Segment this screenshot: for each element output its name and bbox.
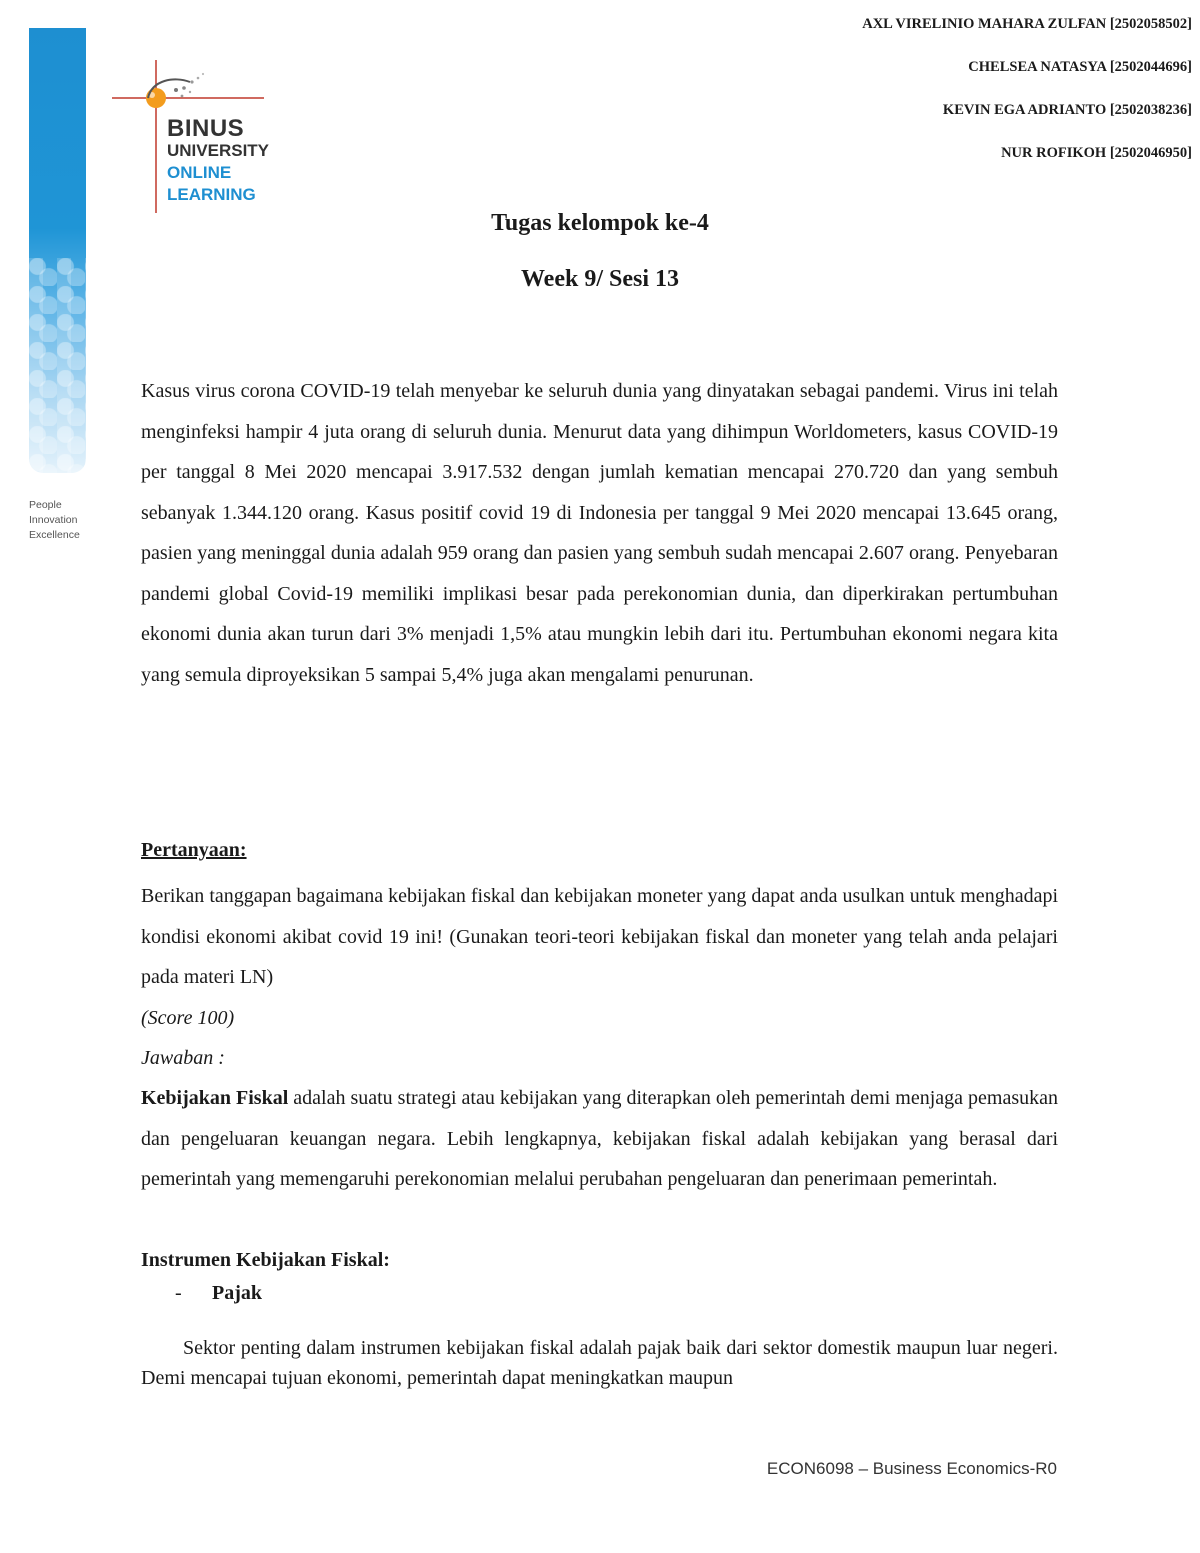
author-name: KEVIN EGA ADRIANTO [2502038236] [942,102,1192,118]
score-label: (Score 100) [141,1007,235,1029]
logo-line-learning: LEARNING [167,185,256,204]
binus-logo [112,58,287,218]
bullet-dash: - [175,1282,182,1304]
logo-line-university: UNIVERSITY [167,141,270,160]
answer-text: adalah suatu strategi atau kebijakan yang diterapkan oleh pemerintah demi menjaga pemasukan dan pengeluaran keuangan negara. Lebih lengkapnya, kebijakan fiskal adalah kebijakan yang berasal dari pemerintah yang memengaruhi perekonomian melalui perubahan pengeluaran dan penerimaan pemerintah. [141,1087,1058,1190]
author-name: CHELSEA NATASYA [2502044696] [968,59,1192,75]
bullet-item-label: Pajak [212,1282,262,1304]
logo-line-online: ONLINE [167,163,232,182]
question-heading: Pertanyaan: [141,839,247,861]
tagline-line: Innovation [29,514,78,526]
tagline-line: Excellence [29,529,80,541]
bullet-item [175,1282,262,1305]
tagline-line: People [29,499,62,511]
question-paragraph: Berikan tanggapan bagaimana kebijakan fiskal dan kebijakan moneter yang dapat anda usulkan untuk menghadapi kondisi ekonomi akibat covid 19 ini! (Gunakan teori-teori kebijakan fiskal dan moneter yang telah anda pelajari pada materi LN) [141,885,1058,988]
brand-tagline [29,498,80,543]
instrument-heading: Instrumen Kebijakan Fiskal: [141,1249,390,1271]
page-footer: ECON6098 – Business Economics-R0 [766,1459,1057,1478]
side-decorative-bar [29,28,86,473]
author-name: AXL VIRELINIO MAHARA ZULFAN [2502058502] [862,16,1192,32]
answer-label: Jawaban : [141,1047,225,1069]
logo-wordmark [167,115,270,206]
author-list [862,14,1192,186]
answer-paragraph [141,1078,1058,1200]
intro-paragraph: Kasus virus corona COVID-19 telah menyebar ke seluruh dunia yang dinyatakan sebagai pandemi. Virus ini telah menginfeksi hampir 4 juta orang di seluruh dunia. Menurut data yang dihimpun Worldometers, kasus COVID-19 per tanggal 8 Mei 2020 mencapai 3.917.532 dengan jumlah kematian mencapai 270.720 dan yang sembuh sebanyak 1.344.120 orang. Kasus positif covid 19 di Indonesia per tanggal 9 Mei 2020 mencapai 13.645 orang, pasien yang meninggal dunia adalah 959 orang dan pasien yang sembuh sudah mencapai 2.607 orang. Penyebaran pandemi global Covid-19 memiliki implikasi besar pada perekonomian dunia, dan diperkirakan pertumbuhan ekonomi dunia akan turun dari 3% menjadi 1,5% atau mungkin lebih dari itu. Pertumbuhan ekonomi negara kita yang semula diproyeksikan 5 sampai 5,4% juga akan mengalami penurunan. [141,380,1058,686]
author-name: NUR ROFIKOH [2502046950] [1001,145,1192,161]
logo-line-binus: BINUS [167,115,245,142]
document-subtitle: Week 9/ Sesi 13 [520,266,679,292]
document-title: Tugas kelompok ke-4 [491,210,709,236]
answer-term: Kebijakan Fiskal [141,1087,289,1109]
pajak-paragraph: Sektor penting dalam instrumen kebijakan fiskal adalah pajak baik dari sektor domestik maupun luar negeri. Demi mencapai tujuan ekonomi, pemerintah dapat meningkatkan maupun [141,1337,1058,1389]
